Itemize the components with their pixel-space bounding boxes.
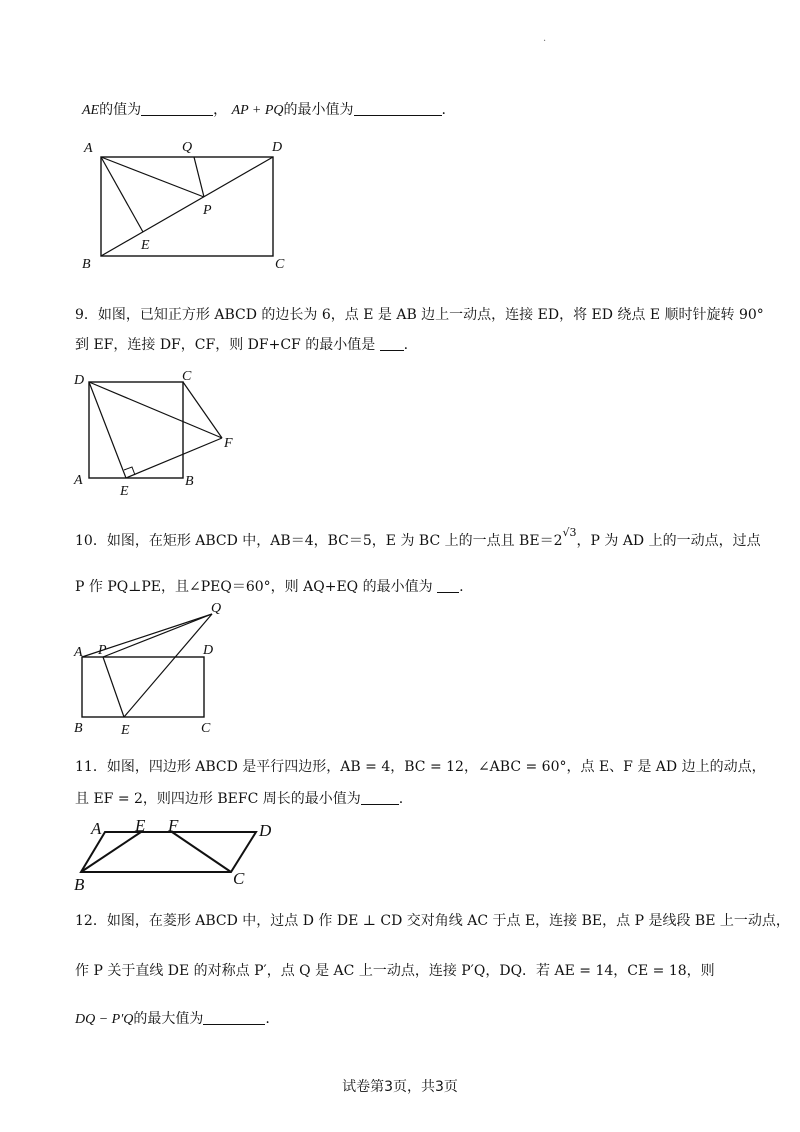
q11-line-1: 11．如图，四边形 ABCD 是平行四边形，AB = 4，BC = 12，∠ABC = 60°，点 E、F 是 AD 边上的动点，: [75, 759, 766, 775]
q8-label-d: D: [272, 140, 283, 155]
q8-label-e: E: [141, 238, 150, 253]
q10-period: .: [459, 579, 464, 595]
q8-period: .: [441, 102, 446, 118]
q9-period: .: [403, 337, 409, 353]
q8-label-a: A: [84, 141, 93, 156]
q11-label-c: C: [233, 869, 245, 888]
q11-line-2-text: 且 EF = 2，则四边形 BEFC 周长的最小值为: [75, 791, 361, 807]
q9-label-d: D: [74, 373, 85, 388]
q9-line-2-text: 到 EF，连接 DF，CF，则 DF+CF 的最小值是: [75, 337, 376, 353]
q8-ap-pq: AP + PQ: [231, 103, 284, 118]
q8-min-label: 的最小值为: [283, 102, 354, 118]
q10-line-1-text-a: 10．如图，在矩形 ABCD 中，AB＝4，BC＝5，E 为 BC 上的一点且 BE＝2: [75, 533, 563, 549]
q11-label-a: A: [91, 819, 102, 838]
q12-expression: DQ − P′Q: [75, 1012, 134, 1027]
q12-line-3: [75, 1010, 270, 1029]
q10-line-1-text-b: ，P 为 AD 上的一动点，过点: [576, 533, 761, 549]
q11-label-d: D: [259, 821, 272, 840]
q12-blank[interactable]: [203, 1010, 265, 1025]
q8-label-q: Q: [182, 140, 193, 155]
q11-segment-be: [81, 832, 141, 872]
q9-label-f: F: [224, 436, 233, 451]
q8-ae-suffix: 的值为: [99, 102, 142, 118]
q10-label-q: Q: [211, 601, 222, 616]
q8-label-c: C: [275, 257, 285, 272]
q8-ae: AE: [82, 103, 100, 118]
q10-label-b: B: [74, 721, 83, 736]
q10-label-a: A: [74, 645, 83, 660]
q9-label-c: C: [182, 369, 192, 384]
q9-label-e: E: [120, 484, 129, 499]
q11-parallelogram: [81, 832, 256, 872]
q10-label-d: D: [203, 643, 214, 658]
q10-line-2-text: P 作 PQ⊥PE，且∠PEQ＝60°，则 AQ+EQ 的最小值为: [75, 579, 433, 595]
q11-segment-fc: [172, 832, 231, 872]
q10-sqrt3: √3: [562, 526, 577, 539]
q11-label-b: B: [74, 875, 85, 894]
q10-label-c: C: [201, 721, 211, 736]
q8-comma: ，: [213, 102, 228, 118]
page-footer: 试卷第3页，共3页: [342, 1079, 458, 1095]
q11-label-e: E: [135, 816, 146, 835]
q12-line-1: 12．如图，在菱形 ABCD 中，过点 D 作 DE ⊥ CD 交对角线 AC 于点 E，连接 BE，点 P 是线段 BE 上一动点，: [75, 913, 790, 929]
header-mark: ·: [543, 36, 547, 47]
q12-max-label: 的最大值为: [133, 1011, 204, 1027]
q9-label-b: B: [185, 474, 194, 489]
q11-label-f: F: [168, 816, 179, 835]
q9-line-1: 9．如图，已知正方形 ABCD 的边长为 6，点 E 是 AB 边上一动点，连接 ED，将 ED 绕点 E 顺时针旋转 90°: [75, 307, 764, 323]
q8-label-p: P: [203, 203, 212, 218]
q11-period: .: [398, 791, 404, 807]
q12-period: .: [265, 1011, 270, 1027]
q8-label-b: B: [82, 257, 91, 272]
q12-line-2: 作 P 关于直线 DE 的对称点 P′，点 Q 是 AC 上一动点，连接 P′Q，DQ．若 AE = 14，CE = 18，则: [75, 963, 715, 979]
q10-label-p: P: [98, 643, 107, 658]
q10-label-e: E: [121, 723, 130, 738]
q9-label-a: A: [74, 473, 83, 488]
